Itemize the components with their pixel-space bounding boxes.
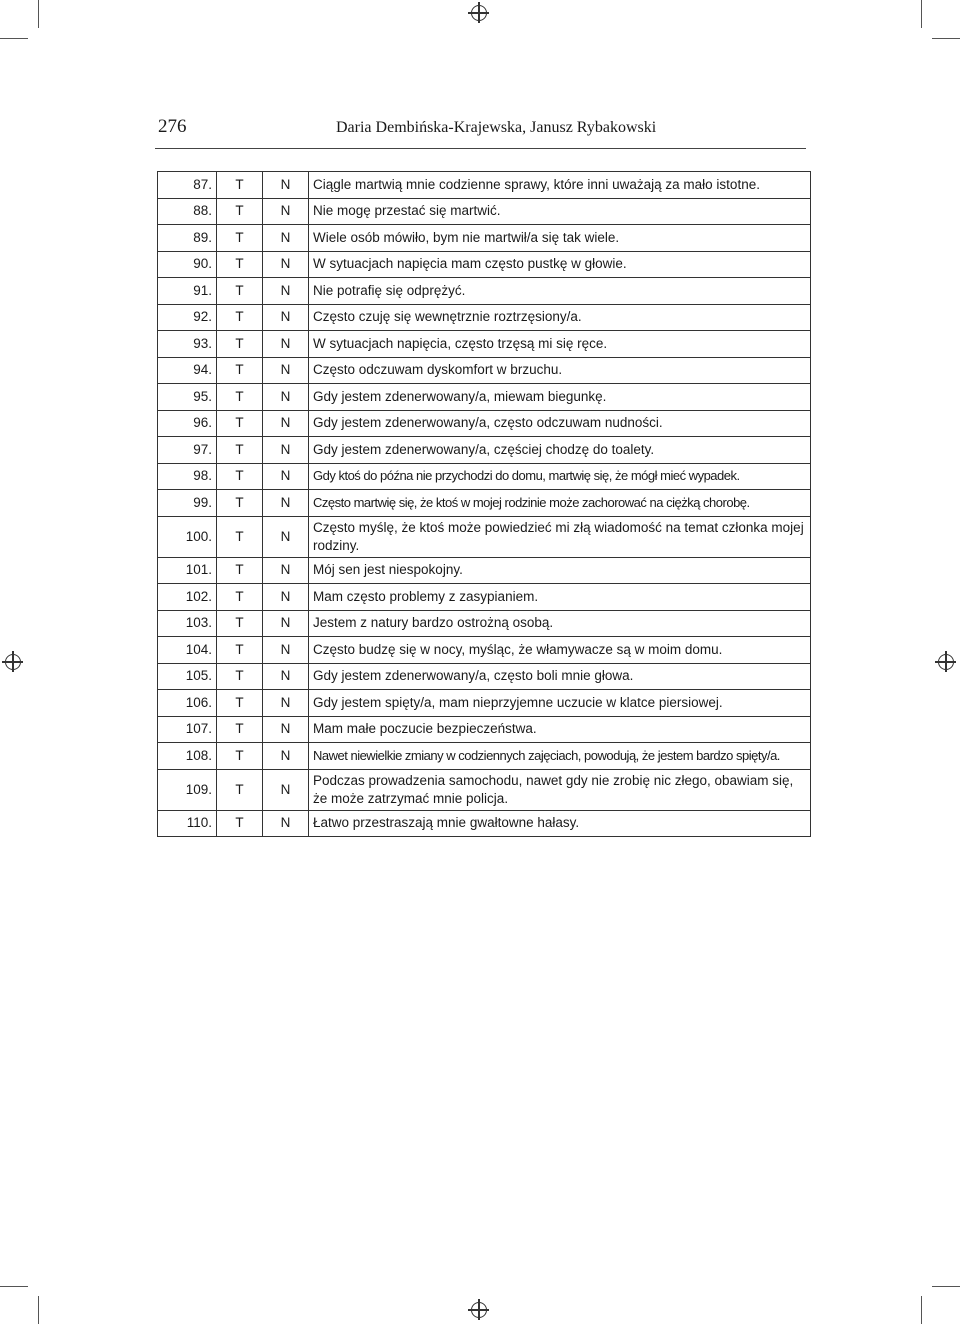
registration-mark-icon	[471, 1302, 487, 1318]
item-number: 104.	[158, 637, 217, 664]
answer-true-option: T	[217, 516, 263, 557]
table-row	[158, 304, 811, 331]
item-number: 87.	[158, 172, 217, 199]
crop-mark	[921, 0, 922, 28]
item-number: 90.	[158, 251, 217, 278]
item-number: 103.	[158, 610, 217, 637]
table-row	[158, 769, 811, 810]
answer-true-option: T	[217, 490, 263, 517]
item-number: 107.	[158, 716, 217, 743]
answer-true-option: T	[217, 663, 263, 690]
answer-false-option: N	[263, 557, 309, 584]
item-number: 93.	[158, 331, 217, 358]
answer-true-option: T	[217, 743, 263, 770]
table-row	[158, 610, 811, 637]
table-row	[158, 331, 811, 358]
crop-mark	[932, 38, 960, 39]
item-statement: Często budzę się w nocy, myśląc, że włamywacze są w moim domu.	[309, 637, 811, 664]
table-row	[158, 172, 811, 199]
item-statement: W sytuacjach napięcia, często trzęsą mi się ręce.	[309, 331, 811, 358]
crop-mark	[921, 1296, 922, 1324]
table-row	[158, 463, 811, 490]
answer-false-option: N	[263, 331, 309, 358]
crop-mark	[0, 1286, 28, 1287]
table-row	[158, 663, 811, 690]
item-number: 92.	[158, 304, 217, 331]
answer-true-option: T	[217, 610, 263, 637]
answer-false-option: N	[263, 690, 309, 717]
answer-false-option: N	[263, 610, 309, 637]
answer-false-option: N	[263, 663, 309, 690]
item-number: 94.	[158, 357, 217, 384]
header-rule	[155, 148, 806, 149]
item-statement: Nie potrafię się odprężyć.	[309, 278, 811, 305]
answer-false-option: N	[263, 769, 309, 810]
item-number: 110.	[158, 810, 217, 837]
item-statement: Gdy jestem zdenerwowany/a, często odczuwam nudności.	[309, 410, 811, 437]
answer-true-option: T	[217, 690, 263, 717]
table-row	[158, 637, 811, 664]
item-statement: W sytuacjach napięcia mam często pustkę w głowie.	[309, 251, 811, 278]
table-row	[158, 225, 811, 252]
answer-true-option: T	[217, 251, 263, 278]
item-statement: Gdy ktoś do późna nie przychodzi do domu, martwię się, że mógł mieć wypadek.	[309, 463, 811, 490]
answer-false-option: N	[263, 357, 309, 384]
answer-true-option: T	[217, 463, 263, 490]
answer-false-option: N	[263, 437, 309, 464]
answer-true-option: T	[217, 437, 263, 464]
answer-false-option: N	[263, 810, 309, 837]
registration-mark-icon	[5, 654, 21, 670]
answer-false-option: N	[263, 716, 309, 743]
registration-mark-icon	[938, 654, 954, 670]
item-statement: Podczas prowadzenia samochodu, nawet gdy nie zrobię nic złego, obawiam się, że może zatrzymać mnie policja.	[309, 769, 811, 810]
answer-true-option: T	[217, 810, 263, 837]
answer-false-option: N	[263, 225, 309, 252]
answer-false-option: N	[263, 490, 309, 517]
answer-true-option: T	[217, 769, 263, 810]
answer-false-option: N	[263, 410, 309, 437]
item-number: 99.	[158, 490, 217, 517]
answer-false-option: N	[263, 198, 309, 225]
item-number: 95.	[158, 384, 217, 411]
answer-false-option: N	[263, 743, 309, 770]
table-row	[158, 690, 811, 717]
answer-false-option: N	[263, 172, 309, 199]
answer-true-option: T	[217, 198, 263, 225]
item-number: 106.	[158, 690, 217, 717]
answer-true-option: T	[217, 172, 263, 199]
table-row	[158, 584, 811, 611]
table-row	[158, 198, 811, 225]
answer-false-option: N	[263, 516, 309, 557]
running-head-authors: Daria Dembińska-Krajewska, Janusz Rybakowski	[336, 119, 657, 136]
answer-true-option: T	[217, 304, 263, 331]
item-statement: Nawet niewielkie zmiany w codziennych zajęciach, powodują, że jestem bardzo spięty/a.	[309, 743, 811, 770]
item-statement: Gdy jestem zdenerwowany/a, częściej chodzę do toalety.	[309, 437, 811, 464]
answer-true-option: T	[217, 357, 263, 384]
answer-true-option: T	[217, 331, 263, 358]
table-row	[158, 384, 811, 411]
page-number: 276	[158, 116, 187, 137]
item-statement: Wiele osób mówiło, bym nie martwił/a się tak wiele.	[309, 225, 811, 252]
item-number: 100.	[158, 516, 217, 557]
crop-mark	[0, 38, 28, 39]
crop-mark	[932, 1286, 960, 1287]
questionnaire-table	[157, 171, 811, 837]
table-row	[158, 743, 811, 770]
table-row	[158, 437, 811, 464]
item-statement: Mam małe poczucie bezpieczeństwa.	[309, 716, 811, 743]
answer-false-option: N	[263, 463, 309, 490]
answer-true-option: T	[217, 278, 263, 305]
item-statement: Łatwo przestraszają mnie gwałtowne hałasy.	[309, 810, 811, 837]
item-statement: Mam często problemy z zasypianiem.	[309, 584, 811, 611]
answer-true-option: T	[217, 637, 263, 664]
item-number: 98.	[158, 463, 217, 490]
item-number: 88.	[158, 198, 217, 225]
item-statement: Gdy jestem spięty/a, mam nieprzyjemne uczucie w klatce piersiowej.	[309, 690, 811, 717]
item-statement: Jestem z natury bardzo ostrożną osobą.	[309, 610, 811, 637]
item-statement: Często odczuwam dyskomfort w brzuchu.	[309, 357, 811, 384]
registration-mark-icon	[471, 5, 487, 21]
table-row	[158, 410, 811, 437]
crop-mark	[38, 1296, 39, 1324]
table-row	[158, 557, 811, 584]
item-statement: Ciągle martwią mnie codzienne sprawy, które inni uważają za mało istotne.	[309, 172, 811, 199]
answer-true-option: T	[217, 716, 263, 743]
item-number: 96.	[158, 410, 217, 437]
table-row	[158, 516, 811, 557]
answer-true-option: T	[217, 384, 263, 411]
table-row	[158, 716, 811, 743]
item-number: 109.	[158, 769, 217, 810]
item-number: 89.	[158, 225, 217, 252]
answer-true-option: T	[217, 557, 263, 584]
table-row	[158, 251, 811, 278]
item-statement: Często czuję się wewnętrznie roztrzęsiony/a.	[309, 304, 811, 331]
item-number: 91.	[158, 278, 217, 305]
table-row	[158, 357, 811, 384]
answer-false-option: N	[263, 384, 309, 411]
item-statement: Gdy jestem zdenerwowany/a, miewam biegunkę.	[309, 384, 811, 411]
answer-false-option: N	[263, 278, 309, 305]
item-statement: Nie mogę przestać się martwić.	[309, 198, 811, 225]
answer-false-option: N	[263, 584, 309, 611]
item-number: 97.	[158, 437, 217, 464]
table-row	[158, 490, 811, 517]
item-statement: Gdy jestem zdenerwowany/a, często boli mnie głowa.	[309, 663, 811, 690]
table-row	[158, 810, 811, 837]
item-number: 101.	[158, 557, 217, 584]
table-row	[158, 278, 811, 305]
item-number: 102.	[158, 584, 217, 611]
item-statement: Często martwię się, że ktoś w mojej rodzinie może zachorować na ciężką chorobę.	[309, 490, 811, 517]
answer-true-option: T	[217, 584, 263, 611]
answer-true-option: T	[217, 225, 263, 252]
answer-false-option: N	[263, 251, 309, 278]
answer-true-option: T	[217, 410, 263, 437]
item-statement: Często myślę, że ktoś może powiedzieć mi złą wiadomość na temat członka mojej rodziny.	[309, 516, 811, 557]
item-number: 108.	[158, 743, 217, 770]
item-number: 105.	[158, 663, 217, 690]
answer-false-option: N	[263, 637, 309, 664]
answer-false-option: N	[263, 304, 309, 331]
item-statement: Mój sen jest niespokojny.	[309, 557, 811, 584]
crop-mark	[38, 0, 39, 28]
